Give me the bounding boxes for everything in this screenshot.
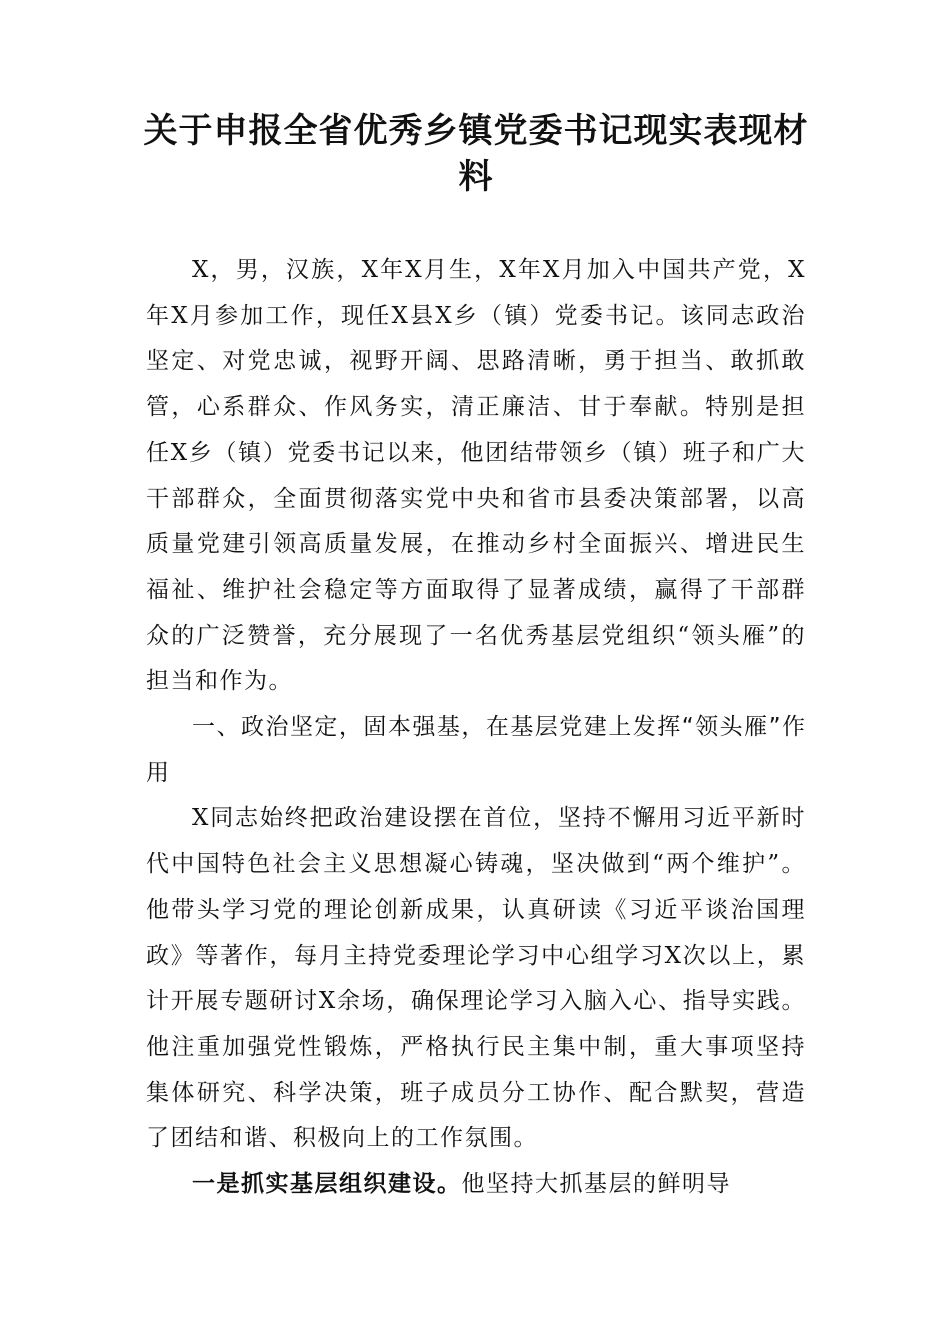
item-1-text: 他坚持大抓基层的鲜明导 xyxy=(461,1171,731,1198)
document-title: 关于申报全省优秀乡镇党委书记现实表现材料 xyxy=(143,111,809,197)
document-body xyxy=(146,248,806,1208)
section-1-paragraph: X同志始终把政治建设摆在首位，坚持不懈用习近平新时代中国特色社会主义思想凝心铸魂，坚决做到“两个维护”。他带头学习党的理论创新成果，认真研读《习近平谈治国理政》等著作，每月主持党委理论学习中心组学习X次以上，累计开展专题研讨X余场，确保理论学习入脑入心、指导实践。他注重加强党性锻炼，严格执行民主集中制，重大事项坚持集体研究、科学决策，班子成员分工协作、配合默契，营造了团结和谐、积极向上的工作氛围。 xyxy=(146,805,806,1152)
item-1-lead: 一是抓实基层组织建设。 xyxy=(192,1171,462,1198)
section-1-heading: 一、政治坚定，固本强基，在基层党建上发挥“领头雁”作用 xyxy=(146,714,806,786)
document-page xyxy=(143,108,809,1208)
item-1-paragraph xyxy=(146,1162,806,1208)
intro-paragraph: X，男，汉族，X年X月生，X年X月加入中国共产党，X年X月参加工作，现任X县X乡（镇）党委书记。该同志政治坚定、对党忠诚，视野开阔、思路清晰，勇于担当、敢抓敢管，心系群众、作风务实，清正廉洁、甘于奉献。特别是担任X乡（镇）党委书记以来，他团结带领乡（镇）班子和广大干部群众，全面贯彻落实党中央和省市县委决策部署，以高质量党建引领高质量发展，在推动乡村全面振兴、增进民生福祉、维护社会稳定等方面取得了显著成绩，赢得了干部群众的广泛赞誉，充分展现了一名优秀基层党组织“领头雁”的担当和作为。 xyxy=(146,257,806,695)
